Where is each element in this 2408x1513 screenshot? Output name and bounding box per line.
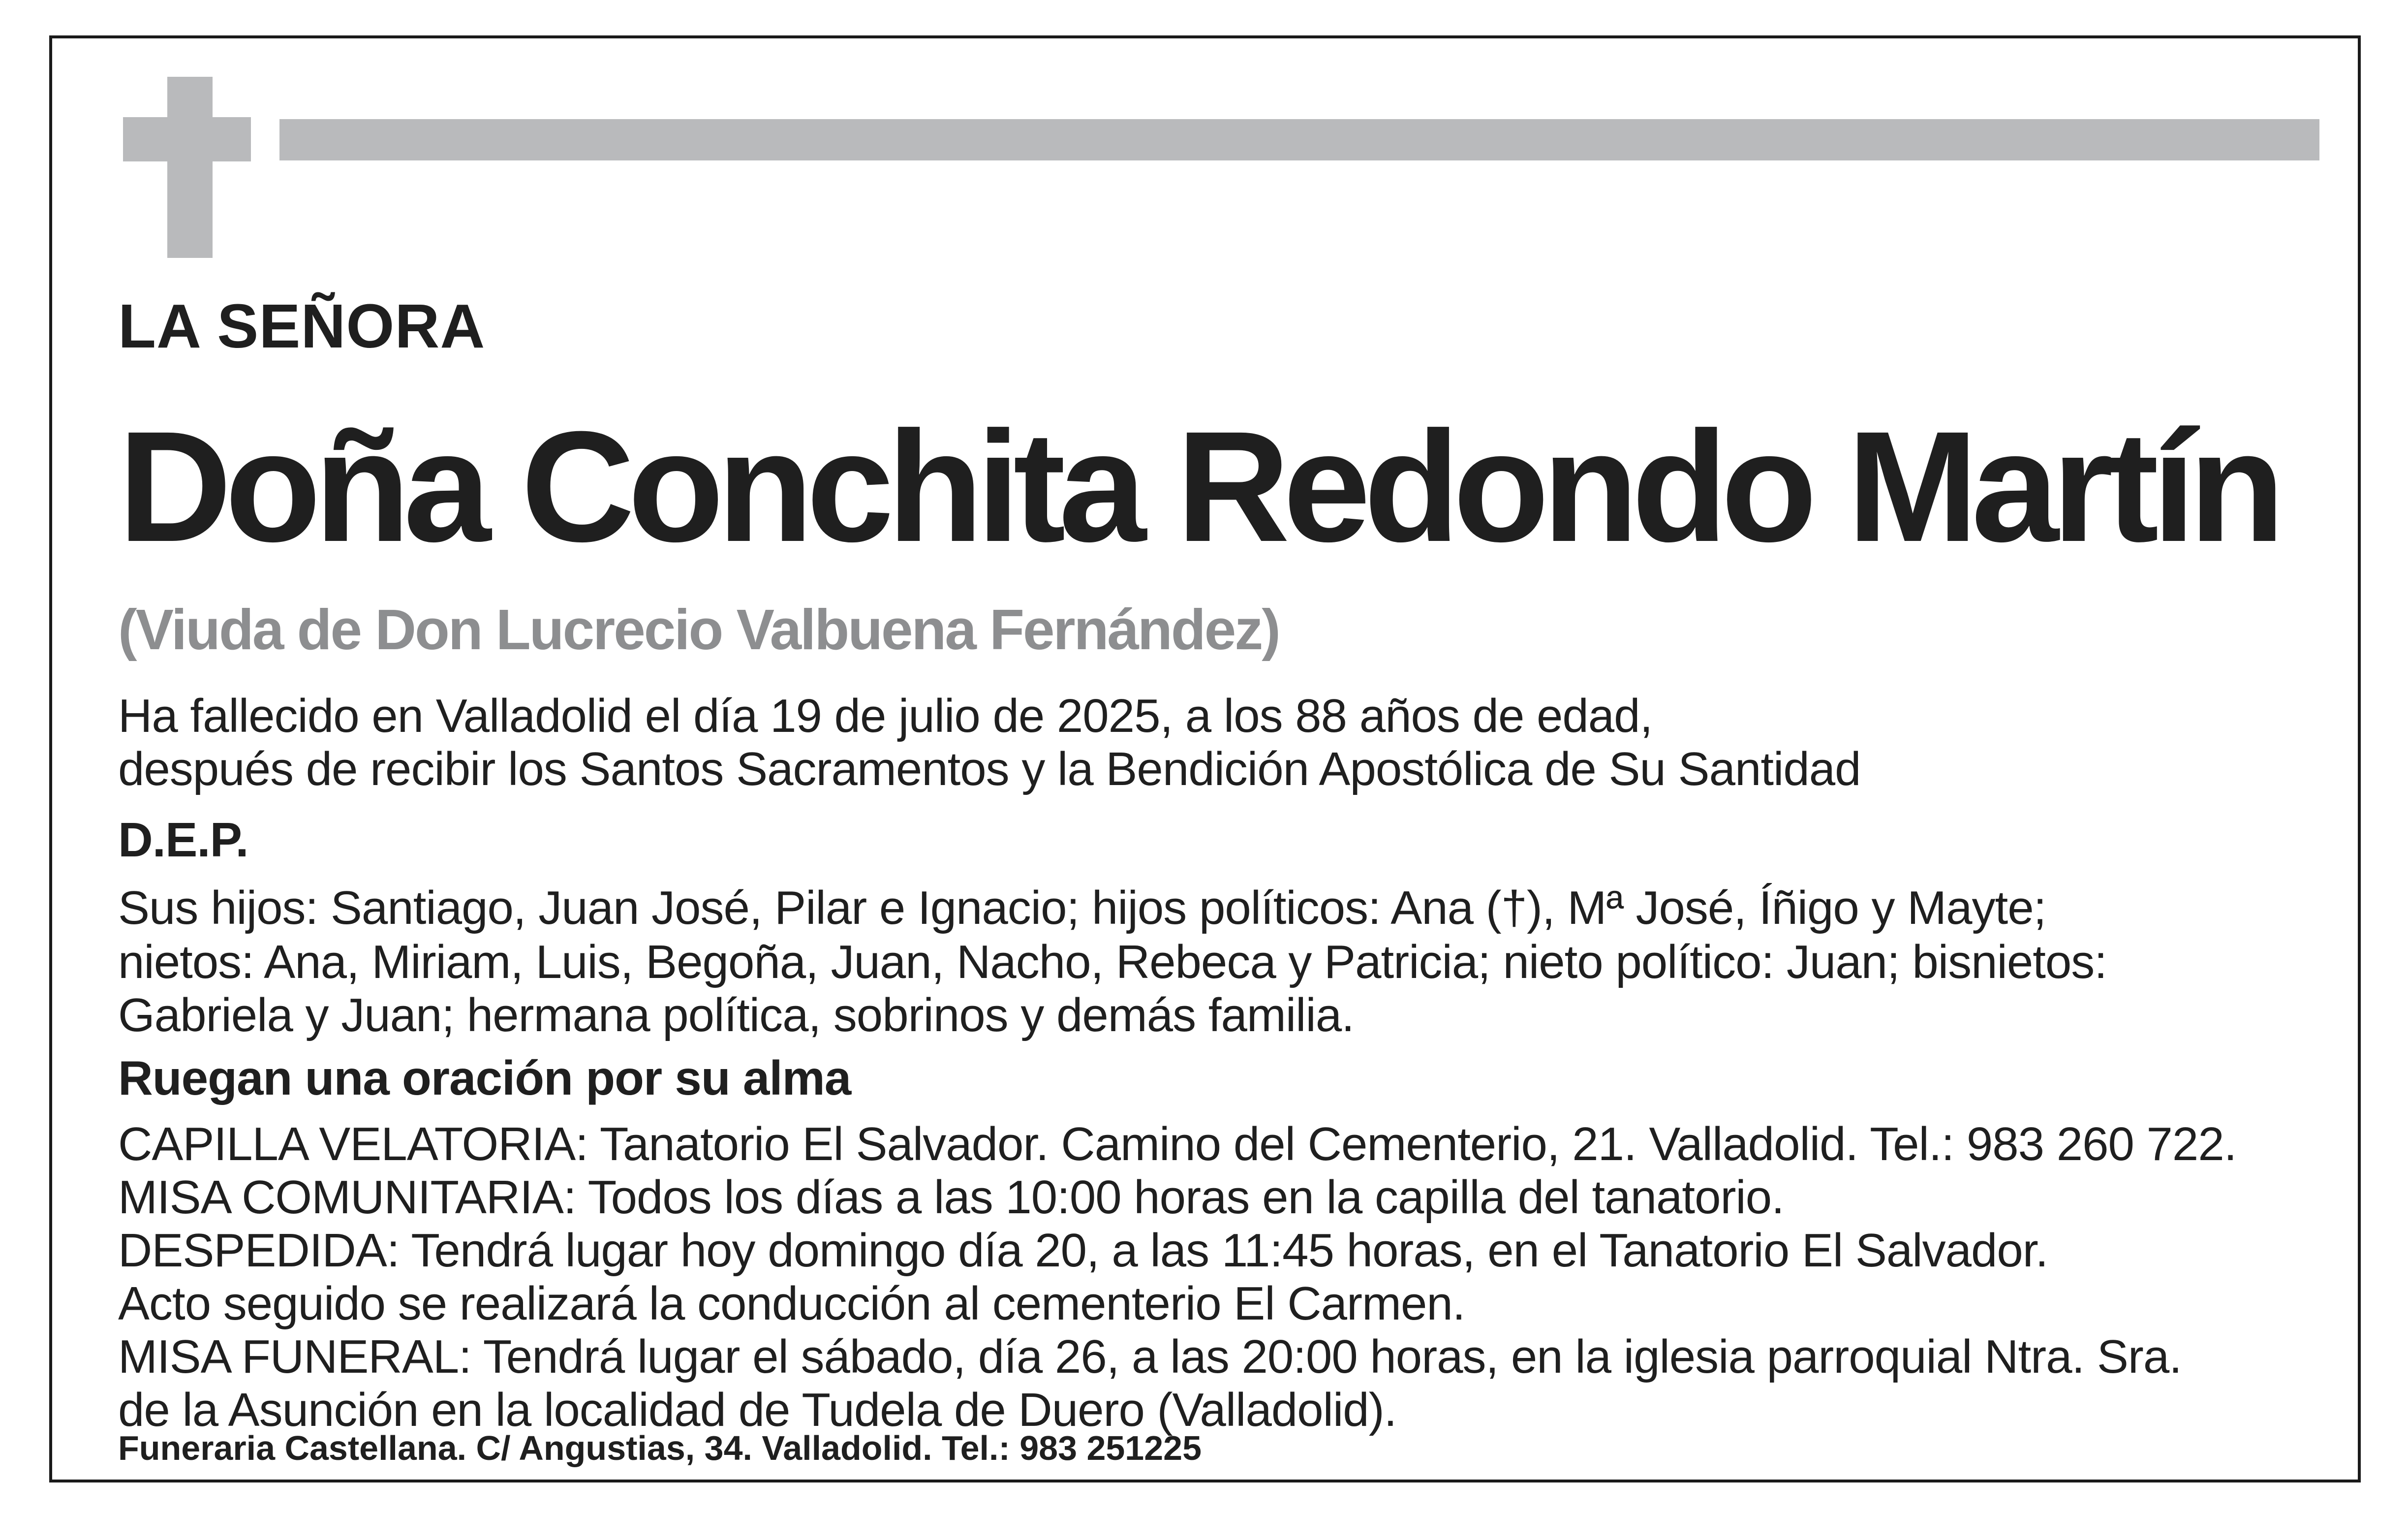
service-line: CAPILLA VELATORIA: Tanatorio El Salvador. Camino del Cementerio, 21. Valladolid. Tel.: 983 260 722. [118, 1118, 2237, 1170]
prayer-request: Ruegan una oración por su alma [118, 1051, 851, 1105]
family-line: Gabriela y Juan; hermana política, sobrinos y demás familia. [118, 989, 1354, 1041]
header-rule [279, 119, 2319, 160]
family-line: Sus hijos: Santiago, Juan José, Pilar e Ignacio; hijos políticos: Ana (†), Mª José, Íñigo y Mayte; [118, 882, 2046, 934]
death-line: después de recibir los Santos Sacramentos y la Bendición Apostólica de Su Santidad [118, 743, 1861, 795]
service-line: MISA COMUNITARIA: Todos los días a las 10:00 horas en la capilla del tanatorio. [118, 1171, 1784, 1224]
family-line: nietos: Ana, Miriam, Luis, Begoña, Juan, Nacho, Rebeca y Patricia; nieto político: Juan; bisnietos: [118, 936, 2107, 988]
honorific: LA SEÑORA [118, 291, 486, 361]
cross-icon [167, 77, 213, 258]
funeral-home-footer: Funeraria Castellana. C/ Angustias, 34. Valladolid. Tel.: 983 251225 [118, 1429, 1202, 1467]
dep-label: D.E.P. [118, 813, 248, 867]
service-line: DESPEDIDA: Tendrá lugar hoy domingo día 20, a las 11:45 horas, en el Tanatorio El Salvador. [118, 1224, 2048, 1277]
deceased-name: Doña Conchita Redondo Martín [118, 398, 2279, 574]
death-line: Ha fallecido en Valladolid el día 19 de julio de 2025, a los 88 años de edad, [118, 690, 1653, 742]
service-line: de la Asunción en la localidad de Tudela de Duero (Valladolid). [118, 1384, 1397, 1436]
cross-icon-arm [123, 117, 251, 161]
service-line: Acto seguido se realizará la conducción al cementerio El Carmen. [118, 1277, 1465, 1330]
service-line: MISA FUNERAL: Tendrá lugar el sábado, día 26, a las 20:00 horas, en la iglesia parroquial Ntra. Sra. [118, 1330, 2182, 1383]
widow-of: (Viuda de Don Lucrecio Valbuena Fernández) [118, 598, 1279, 662]
